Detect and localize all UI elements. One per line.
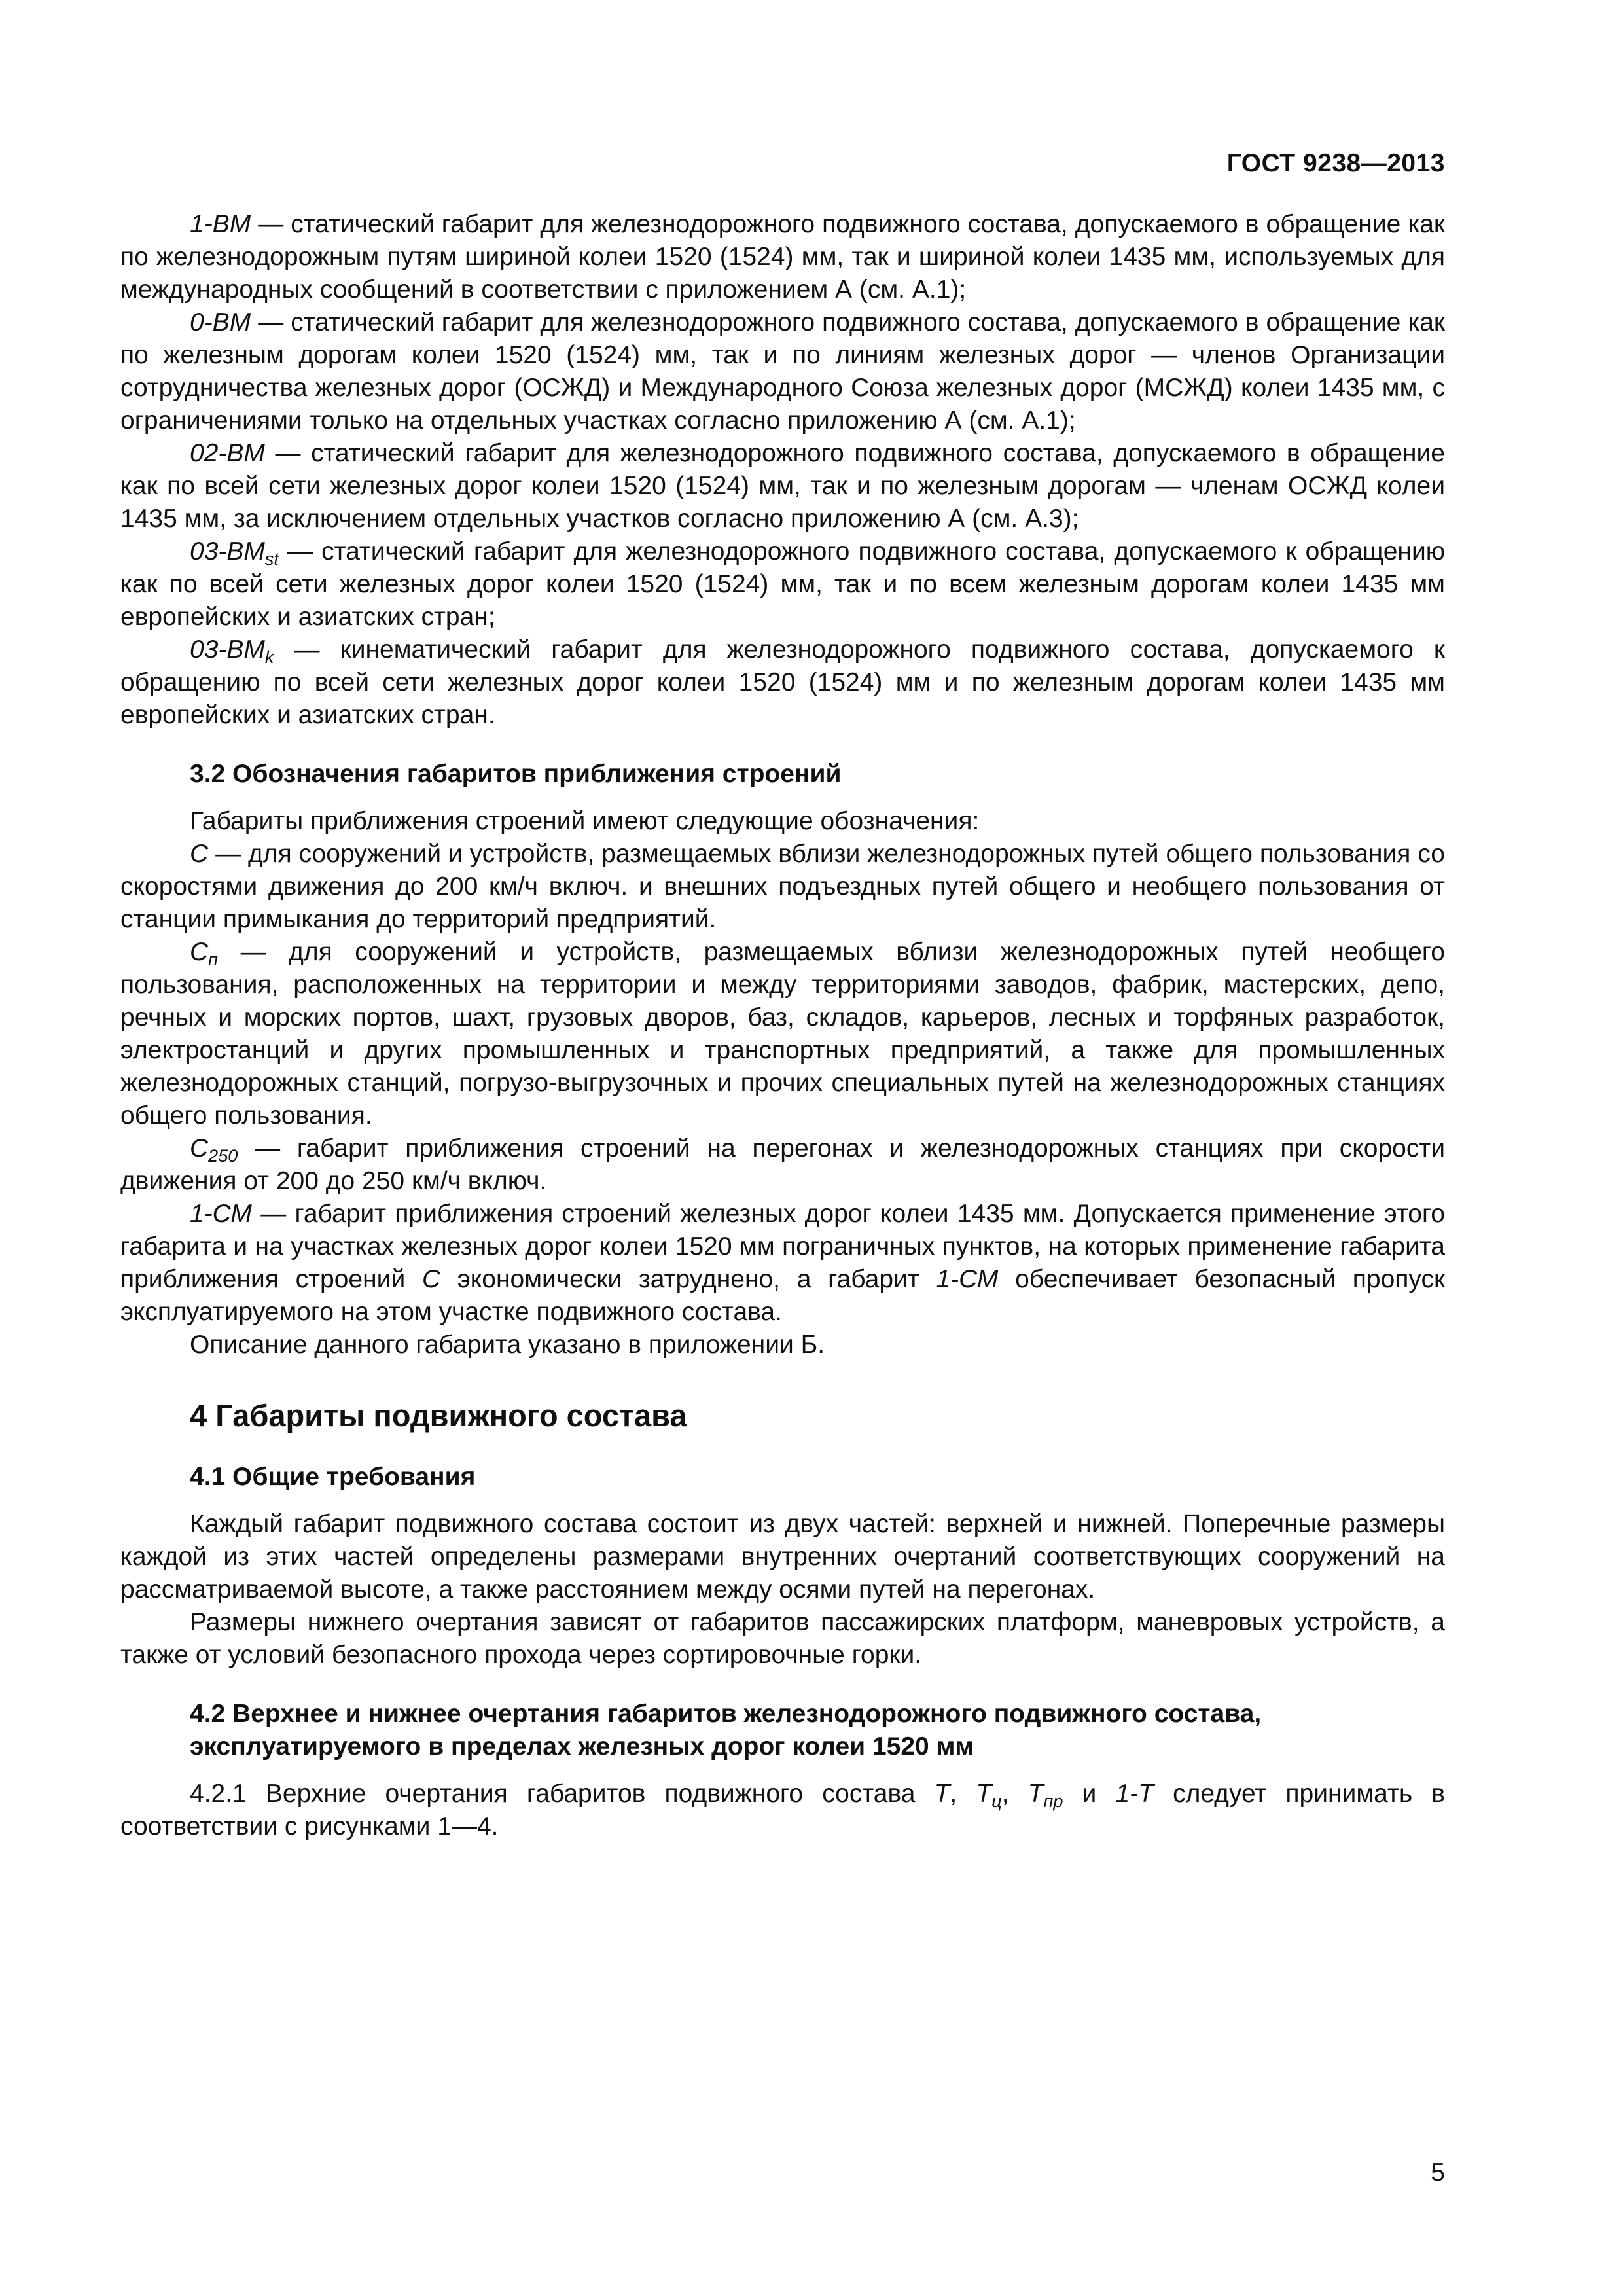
paragraph-annex-b: Описание данного габарита указано в приложении Б. (190, 1331, 825, 1359)
paragraph-1-vm: 1-ВМ — статический габарит для железнодорожного подвижного состава, допускаемого в обращение как по железнодорожным путям шириной колеи 1520 (1524) мм, так и шириной колеи 1435 мм, используемых для международных сообщений в соответствии с приложением А (см. А.1); (120, 210, 1445, 304)
section-heading-4-2: 4.2 Верхнее и нижнее очертания габаритов железнодорожного подвижного состава, эксплуатируемого в пределах железных дорог колеи 1520 мм (190, 1700, 1262, 1761)
term: С (190, 840, 209, 868)
term: $03-ВМ_k$ (190, 636, 274, 667)
paragraph-03-vm-st: $03-ВМ_{st}$ — статический габарит для железнодорожного подвижного состава, допускаемого к обращению как по всей сети железных дорог колеи 1520 (1524) мм, так и по всем железным дорогам колеи 1435 мм европейских и азиатских стран; (120, 537, 1445, 631)
document-body (120, 208, 1445, 1843)
paragraph-0-vm: 0-ВМ — статический габарит для железнодорожного подвижного состава, допускаемого в обращение как по железным дорогам колеи 1520 (1524) мм, так и по линиям железных дорог — членов Организации сотрудничества железных дорог (ОСЖД) и Международного Союза железных дорог (МСЖД) колеи 1435 мм, с ограничениями только на отдельных участках согласно приложению А (см. А.1); (120, 308, 1445, 435)
term: $С_{250}$ (190, 1134, 238, 1166)
paragraph-general-1: Каждый габарит подвижного состава состоит из двух частей: верхней и нижней. Поперечные размеры каждой из этих частей определены размерами внутренних очертаний соответствующих сооружений на рассматриваемой высоте, а также расстоянием между осями путей на перегонах. (120, 1510, 1445, 1604)
paragraph-03-vm-k: $03-ВМ_k$ — кинематический габарит для железнодорожного подвижного состава, допускаемого к обращению по всей сети железных дорог колеи 1520 (1524) мм и по железным дорогам колеи 1435 мм европейских и азиатских стран. (120, 636, 1445, 729)
paragraph-c: С — для сооружений и устройств, размещаемых вблизи железнодорожных путей общего пользования со скоростями движения до 200 км/ч включ. и внешних подъездных путей общего и необщего пользования от станции примыкания до территорий предприятий. (120, 840, 1445, 933)
section-heading-4: 4 Габариты подвижного состава (190, 1398, 687, 1433)
term: 0-ВМ (190, 308, 251, 336)
section-heading-3-2: 3.2 Обозначения габаритов приближения строений (190, 760, 842, 788)
paragraph-intro: Габариты приближения строений имеют следующие обозначения: (190, 807, 980, 835)
section-heading-4-1: 4.1 Общие требования (190, 1463, 476, 1491)
term: 1-СМ (190, 1200, 252, 1228)
paragraph-general-2: Размеры нижнего очертания зависят от габаритов пассажирских платформ, маневровых устройств, а также от условий безопасного прохода через сортировочные горки. (120, 1608, 1445, 1669)
paragraph-1-sm: 1-СМ — габарит приближения строений железных дорог колеи 1435 мм. Допускается применение этого габарита и на участках железных дорог колеи 1520 мм пограничных пунктов, на которых применение габарита приближения строений С экономически затруднено, а габарит 1-СМ обеспечивает безопасный пропуск эксплуатируемого на этом участке подвижного состава. (120, 1200, 1446, 1326)
document-header: ГОСТ 9238—2013 (1226, 149, 1445, 177)
term: $С_п$ (190, 938, 219, 969)
term: 1-ВМ (190, 210, 251, 238)
term: $03-ВМ_{st}$ (190, 537, 279, 569)
page-number: 5 (1431, 2159, 1445, 2187)
paragraph-cp: $С_п$ — для сооружений и устройств, размещаемых вблизи железнодорожных путей необщего пользования, расположенных на территории и между территориями заводов, фабрик, мастерских, депо, речных и морских портов, шахт, грузовых дворов, баз, складов, карьеров, лесных и торфяных разработок, электростанций и других промышленных и транспортных предприятий, а также для промышленных железнодорожных станций, погрузо-выгрузочных и прочих специальных путей на железнодорожных станциях общего пользования. (120, 938, 1445, 1130)
paragraph-4-2-1: 4.2.1 Верхние очертания габаритов подвижного состава Т, $Т_ц$, $Т_{пр}$ и 1-Т следует принимать в соответствии с рисунками 1—4. (120, 1780, 1446, 1840)
paragraph-02-vm: 02-ВМ — статический габарит для железнодорожного подвижного состава, допускаемого в обращение как по всей сети железных дорог колеи 1520 (1524) мм, так и по железным дорогам — членам ОСЖД колеи 1435 мм, за исключением отдельных участков согласно приложению А (см. А.3); (120, 439, 1445, 533)
term: 02-ВМ (190, 439, 265, 467)
paragraph-c250: $С_{250}$ — габарит приближения строений на перегонах и железнодорожных станциях при скорости движения от 200 до 250 км/ч включ. (120, 1134, 1445, 1195)
